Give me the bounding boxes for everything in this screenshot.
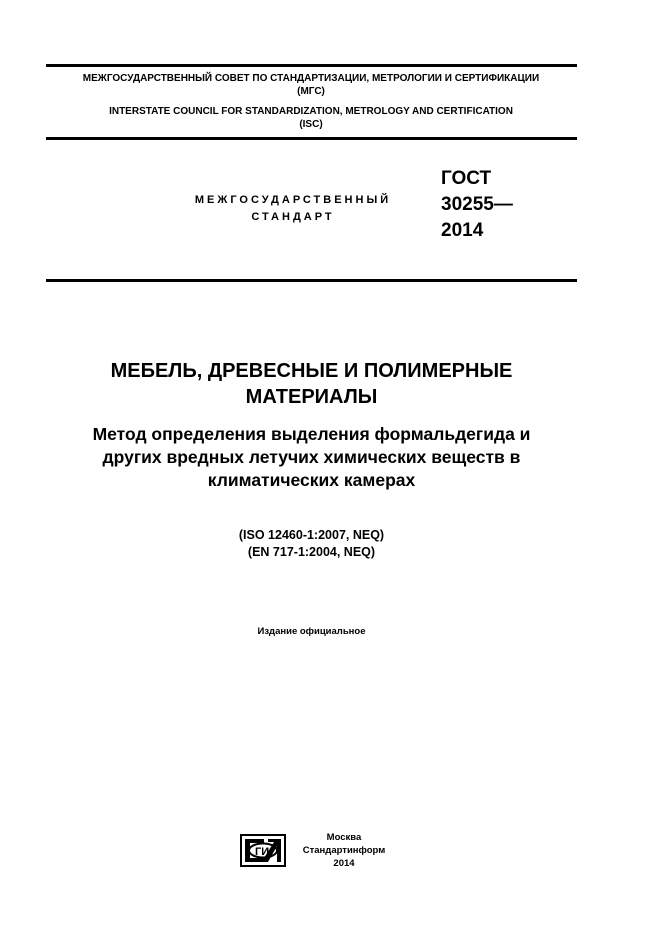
council-ru-name: МЕЖГОСУДАРСТВЕННЫЙ СОВЕТ ПО СТАНДАРТИЗАЦИИ, МЕТРОЛОГИИ И СЕРТИФИКАЦИИ [82, 73, 540, 84]
top-rule [46, 64, 577, 67]
publisher-city: Москва [326, 832, 362, 843]
standard-type [178, 192, 408, 226]
publisher-year: 2014 [333, 858, 355, 869]
gost-year: 2014 [441, 220, 484, 241]
reference-iso: (ISO 12460-1:2007, NEQ) [238, 528, 385, 542]
international-references [46, 527, 577, 561]
designation-bottom-rule [46, 279, 577, 282]
title-line1: МЕБЕЛЬ, ДРЕВЕСНЫЕ И ПОЛИМЕРНЫЕ [110, 360, 513, 382]
council-en-name: INTERSTATE COUNCIL FOR STANDARDIZATION, METROLOGY AND CERTIFICATION [109, 106, 513, 117]
standard-type-line1: МЕЖГОСУДАРСТВЕННЫЙ [194, 194, 392, 206]
standartinform-logo-icon [240, 834, 286, 867]
edition-note: Издание официальное [257, 626, 366, 637]
council-ru [46, 72, 576, 98]
reference-en: (EN 717-1:2004, NEQ) [247, 545, 376, 559]
gost-number: 30255— [441, 194, 513, 215]
subtitle-line1: Метод определения выделения формальдегида и [92, 424, 531, 444]
svg-text:ГИ: ГИ [255, 846, 270, 858]
council-ru-abbr: (МГС) [297, 86, 325, 97]
document-title [46, 358, 577, 410]
title-line2: МАТЕРИАЛЫ [245, 386, 378, 408]
council-en-abbr: (ISC) [299, 119, 323, 130]
gost-label: ГОСТ [441, 168, 492, 189]
document-subtitle [46, 423, 577, 492]
subtitle-line3: климатических камерах [207, 470, 416, 490]
standard-type-line2: СТАНДАРТ [251, 211, 335, 223]
publisher-name: Стандартинформ [302, 845, 386, 856]
subtitle-line2: других вредных летучих химических веществ в [102, 447, 521, 467]
header-bottom-rule [46, 137, 577, 140]
gost-designation [441, 166, 513, 244]
publisher-block [290, 831, 398, 870]
council-en [46, 105, 576, 131]
